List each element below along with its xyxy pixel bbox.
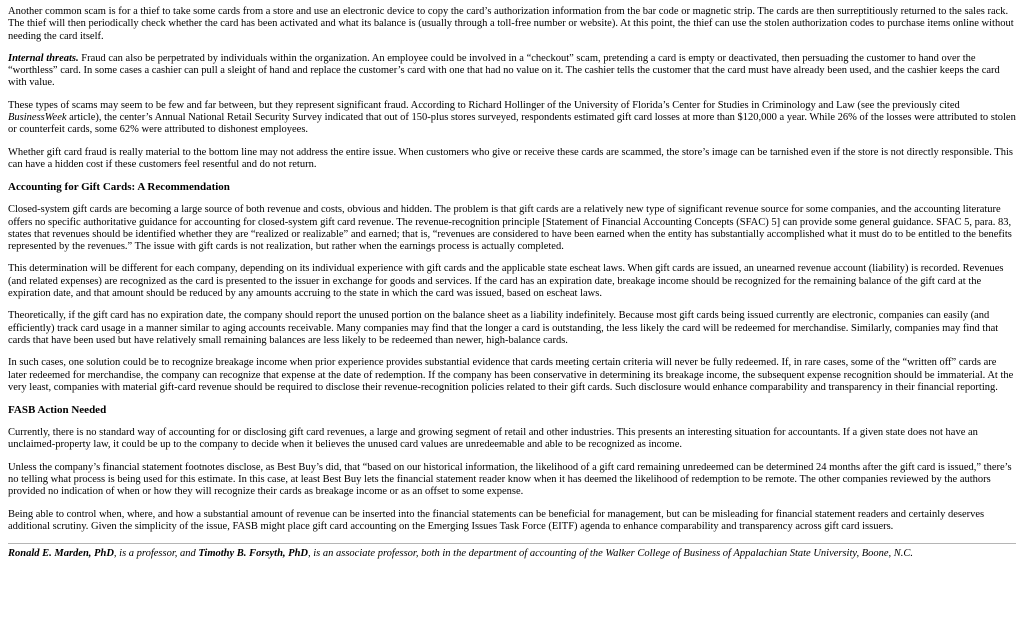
paragraph-scam-losses [8,100,1016,137]
paragraph-currently: Currently, there is no standard way of accounting for or disclosing gift card revenues, a large and growing segment of retail and other industries. This presents an interesting situation for accountants. If a given state does not have an unclaimed-property law, it could be up to the company to decide when it believes the unused card values are unredeemable and able to be recognized as income. [8,427,978,451]
businessweek-title: BusinessWeek [8,112,67,124]
internal-threats-text: Fraud can also be perpetrated by individuals within the organization. An employee could be involved in a “checkout” scam, pretending a card is empty or deactivated, then persuading the customer to hand over the “worthless” card. In some cases a cashier can pull a sleight of hand and replace the customer’s card with one that had no value on it. The cashier tells the customer that the card must have already been used, and the cashier keeps the card with value. [8,52,1000,89]
paragraph-materiality: Whether gift card fraud is really material to the bottom line may not address the entire issue. When customers who give or receive these cards are scammed, the store’s image can be tarnished even if the store is not directly responsible. This can have a hidden cost if these customers feel resentful and do not return. [8,146,1013,170]
paragraph-control: Being able to control when, where, and how a substantial amount of revenue can be inserted into the financial statements can be beneficial for management, but can be misleading for financial statement readers and certainly deserves additional scrutiny. Given the simplicity of the issue, FASB might place gift card accounting on the Emerging Issues Task Force (EITF) agenda to enhance comparability and transparency across gift card issuers. [8,508,985,532]
author-byline [8,548,1016,561]
paragraph-determination: This determination will be different for each company, depending on its individual experience with gift cards and the applicable state escheat laws. When gift cards are issued, an unearned revenue account (liability) is recorded. Revenues (and related expenses) are recognized as the card is presented to the issuer in exchange for goods and services. If the card has an expiration date, breakage income should be recognized for the remaining balance of the gift card at the expiration date, and that amount should be reduced by any amounts accruing to the state in which the card was issued, based on escheat laws. [8,263,1004,300]
article-body [8,0,1016,561]
author-name-1: Ronald E. Marden, PhD [8,548,114,560]
paragraph-best-buy: Unless the company’s financial statement footnotes disclose, as Best Buy’s did, that “based on our historical information, the likelihood of a gift card remaining unredeemed can be determined 24 months after the gift card is issued,” there’s no telling what process is being used for this estimate. In this case, at least Best Buy lets the financial statement reader know when it has deemed the likelihood of redemption to be remote. The other companies reviewed by the authors provided no indication of when or how they will recognize their cards as breakage income or as an offset to some expense. [8,461,1012,498]
byline-mid-text: , is a professor, and [113,548,199,560]
paragraph-breakage-income: In such cases, one solution could be to recognize breakage income when prior experience provides substantial evidence that cards meeting certain criteria will never be fully redeemed. If, in rare cases, some of the “written off” cards are later redeemed for merchandise, the company can recognize that expense at the date of redemption. If the company has been conservative in determining its breakage income, the subsequent expense recognition should be immaterial. At the very least, companies with material gift-card revenue should be required to disclose their revenue-recognition policies related to their gift cards. Such disclosure would enhance comparability and transparency in their financial reporting. [8,357,1014,393]
paragraph-internal-threats [8,53,1016,90]
scam-losses-text-2: article), the center’s Annual National Retail Security Survey indicated that out of 150-plus stores surveyed, respondents estimated gift card losses at more than $120,000 a year. While 26% of the losses were attributed to stolen or counterfeit cards, some 62% were attributed to dishonest employees. [8,112,1016,136]
paragraph-device-scam: Another common scam is for a thief to take some cards from a store and use an electronic device to copy the card’s authorization information from the bar code or magnetic strip. The cards are then surreptitiously returned to the sales rack. The thief will then periodically check whether the card has been activated and what its balance is (usually through a toll-free number or website). At this point, the thief can use the stolen authorization codes to purchase items online without needing the card itself. [8,6,1014,42]
paragraph-closed-system: Closed-system gift cards are becoming a large source of both revenue and costs, obvious and hidden. The problem is that gift cards are a relatively new type of significant revenue source for some companies, and the accounting literature offers no specific authoritative guidance for accounting for closed-system gift card revenue. The revenue-recognition principle [Statement of Financial Accounting Concepts (SFAC) 5] can provide some general guidance. SFAC 5, para. 83, states that revenues should be identified whether they are “realized or realizable” and earned; that is, “revenues are considered to have been earned when the entity has substantially accomplished what it must do to be entitled to the benefits represented by the revenues.” The issue with gift cards is not realization, but rather when the earnings process is actually completed. [8,204,1012,253]
heading-fasb-action: FASB Action Needed [8,404,107,417]
byline-end-text: , is an associate professor, both in the department of accounting of the Walker College of Business of Appalachian State University, Boone, N.C. [308,548,914,560]
paragraph-theoretically: Theoretically, if the gift card has no expiration date, the company should report the unused portion on the balance sheet as a liability indefinitely. Because most gift cards being issued currently are electronic, companies can easily (and efficiently) track card usage in a manner similar to aging accounts receivable. Many companies may find that the longer a card is outstanding, the less likely the card will be redeemed for merchandise. Similarly, companies may find that cards that have been used but have relatively small remaining balances are less likely to be redeemed than newer, high-balance cards. [8,310,999,346]
heading-accounting-recommendation: Accounting for Gift Cards: A Recommendation [8,181,230,194]
scam-losses-text-1: These types of scams may seem to be few and far between, but they represent significant fraud. According to Richard Hollinger of the University of Florida’s Center for Studies in Criminology and Law (see the previously cited [8,99,960,111]
internal-threats-lead: Internal threats. [8,52,79,64]
author-name-2: Timothy B. Forsyth, PhD [198,548,308,560]
byline-divider [8,543,1016,544]
